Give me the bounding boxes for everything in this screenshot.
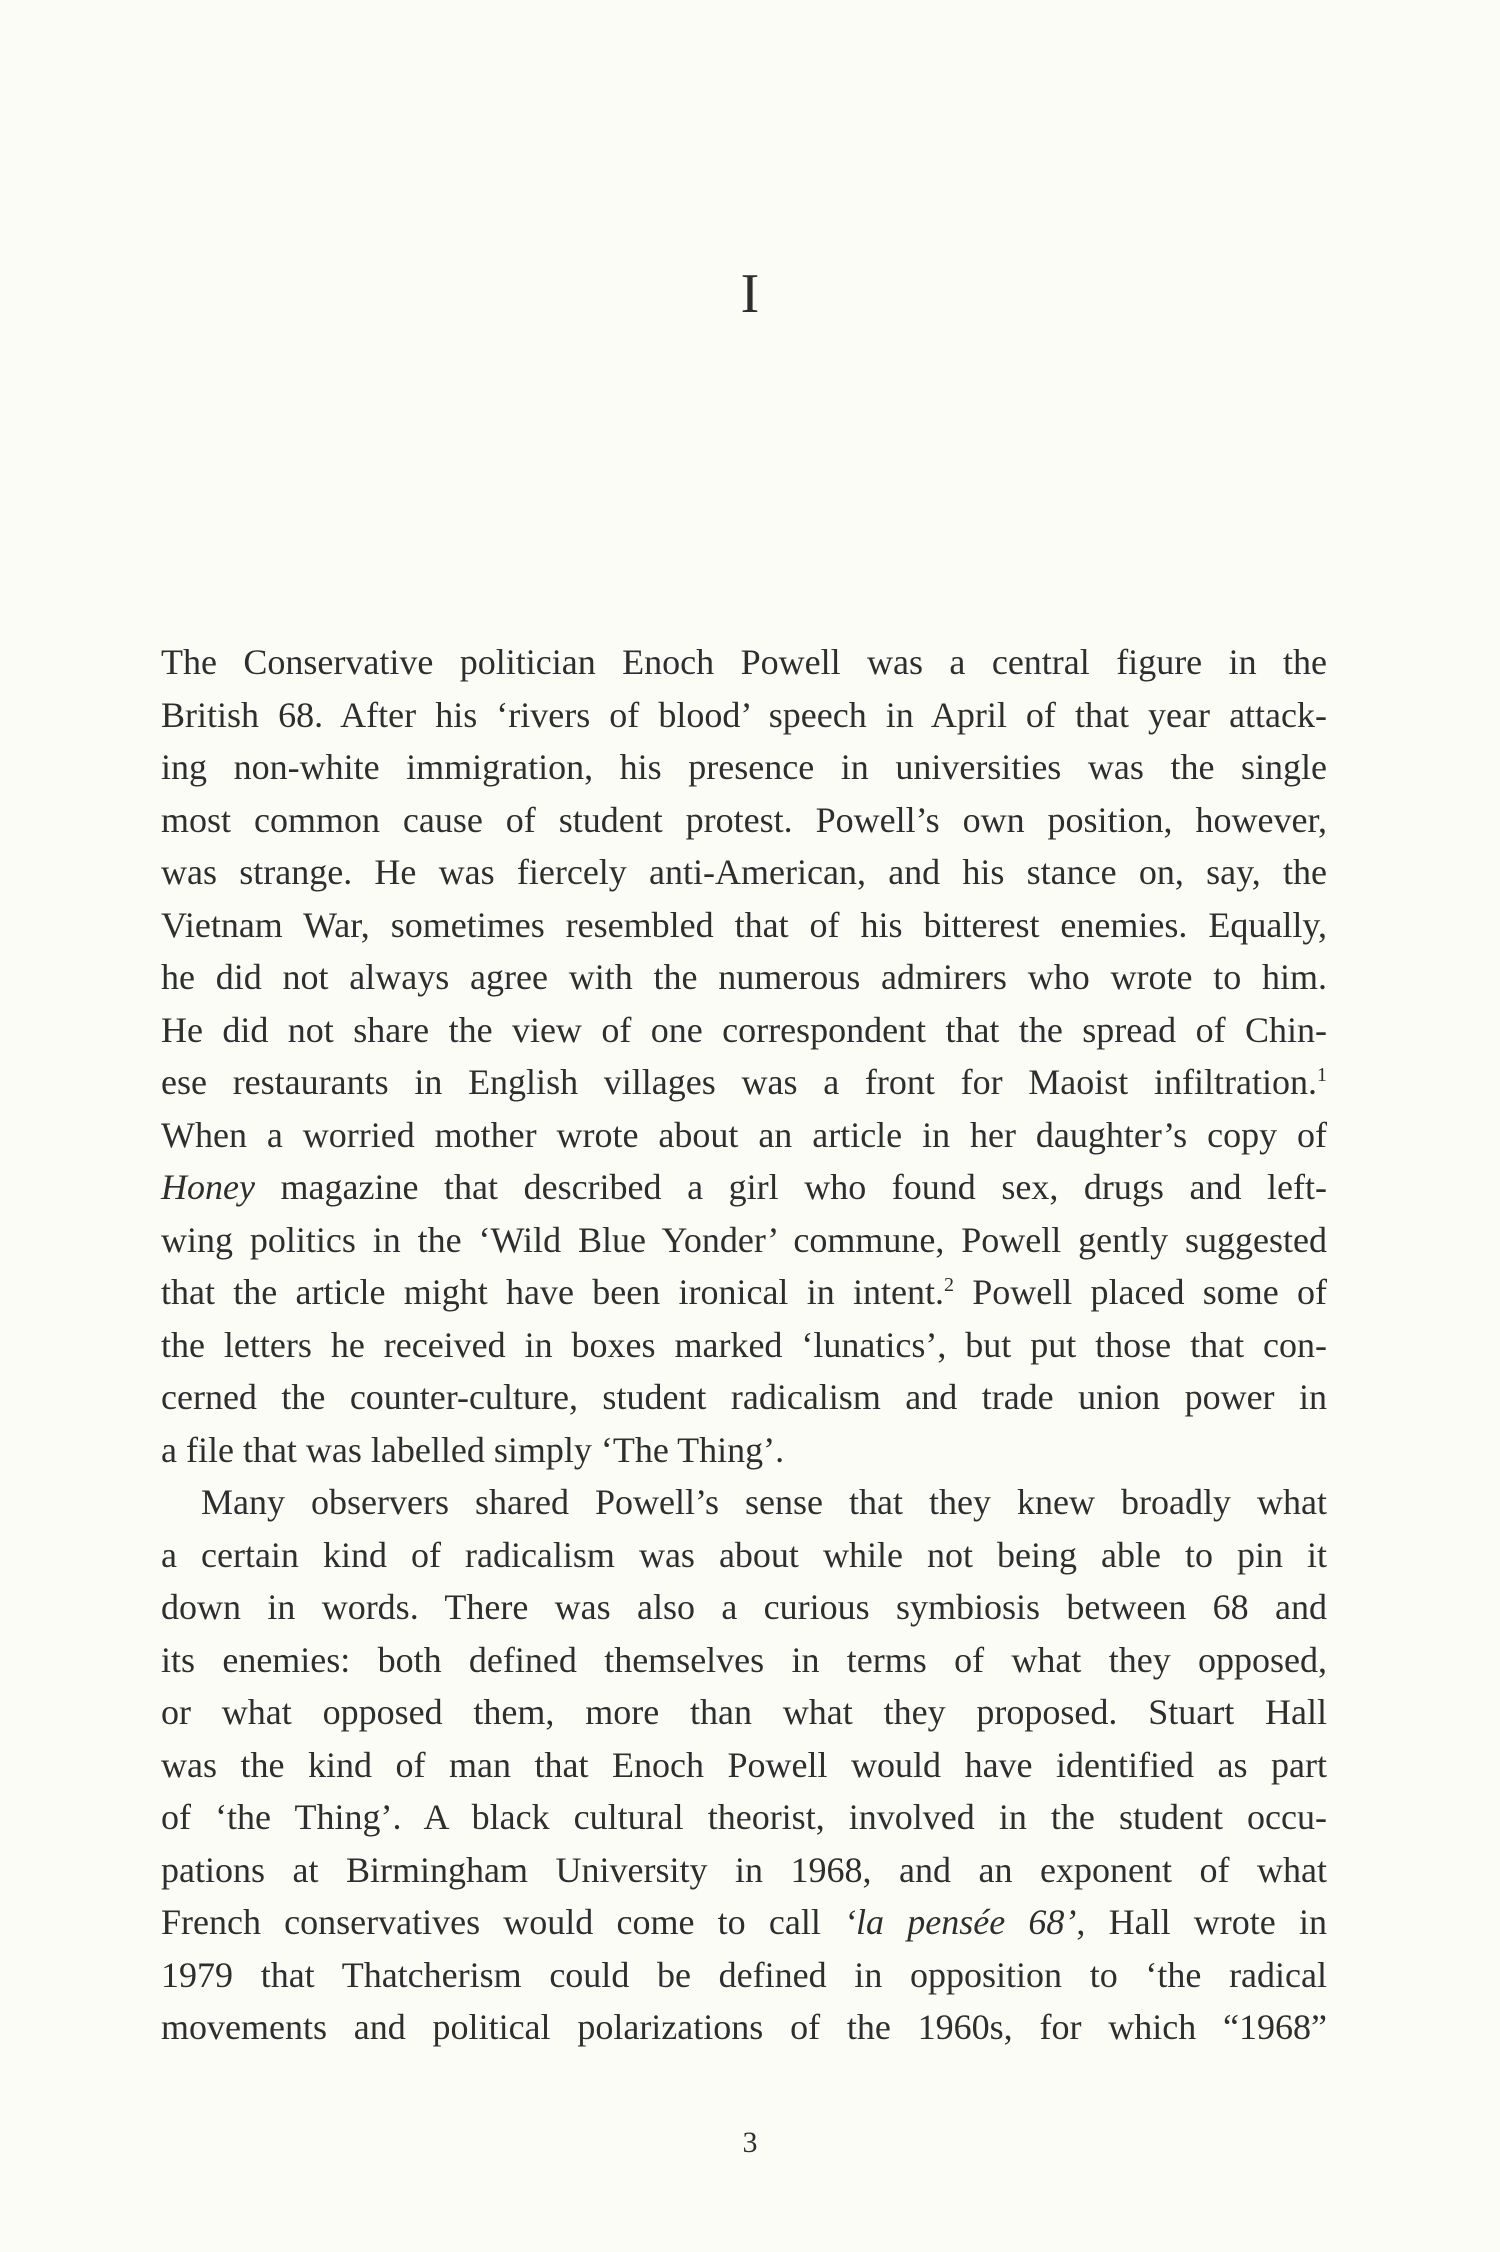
- text-segment: he did not always agree with the numerous admirers who wrote to him.: [161, 957, 1327, 997]
- text-segment: Many observers shared Powell’s sense that they knew broadly what: [201, 1482, 1327, 1522]
- text-line: [161, 1109, 1327, 1162]
- text-segment: the letters he received in boxes marked ‘lunatics’, but put those that con-: [161, 1324, 1327, 1365]
- text-segment: Powell placed some of: [953, 1272, 1327, 1312]
- text-line: [161, 1581, 1327, 1634]
- text-line: [161, 1424, 1327, 1477]
- text-line: [161, 1791, 1327, 1844]
- text-line: [161, 1844, 1327, 1897]
- footnote-marker[interactable]: 2: [943, 1274, 954, 1296]
- text-segment: Vietnam War, sometimes resembled that of his bitterest enemies. Equally,: [161, 904, 1327, 945]
- chapter-number: I: [740, 263, 760, 325]
- text-segment: was the kind of man that Enoch Powell would have identified as part: [161, 1744, 1327, 1785]
- text-line: [161, 1896, 1327, 1949]
- text-line: [161, 1739, 1327, 1792]
- text-segment: down in words. There was also a curious symbiosis between 68 and: [161, 1587, 1327, 1627]
- text-line: [161, 1214, 1327, 1267]
- text-line: [161, 794, 1327, 847]
- text-segment: He did not share the view of one correspondent that the spread of Chin-: [161, 1009, 1327, 1050]
- text-line: [161, 1056, 1327, 1109]
- text-line: [161, 1949, 1327, 2002]
- text-segment: 1979 that Thatcherism could be defined in opposition to ‘the radical: [161, 1954, 1327, 1995]
- text-segment: ese restaurants in English villages was a front for Maoist infiltration.: [161, 1062, 1317, 1102]
- text-segment: movements and political polarizations of the 1960s, for which “1968”: [161, 2007, 1327, 2047]
- text-segment: , Hall wrote in: [1076, 1902, 1327, 1942]
- text-segment: When a worried mother wrote about an article in her daughter’s copy of: [161, 1114, 1327, 1155]
- text-segment: or what opposed them, more than what they proposed. Stuart Hall: [161, 1692, 1327, 1732]
- text-segment: The Conservative politician Enoch Powell was a central figure in the: [161, 642, 1327, 682]
- italic-text: ‘la pensée 68’: [844, 1902, 1077, 1942]
- text-segment: a certain kind of radicalism was about while not being able to pin it: [161, 1534, 1327, 1575]
- body-text: [161, 636, 1327, 2054]
- text-segment: its enemies: both defined themselves in terms of what they opposed,: [161, 1639, 1327, 1680]
- text-line: [161, 689, 1327, 742]
- text-line: [161, 1686, 1327, 1739]
- text-line: [161, 1634, 1327, 1687]
- text-line: [161, 1529, 1327, 1582]
- text-segment: most common cause of student protest. Powell’s own position, however,: [161, 799, 1327, 840]
- page-number: 3: [742, 2126, 758, 2159]
- text-segment: French conservatives would come to call: [161, 1902, 845, 1942]
- text-segment: cerned the counter-culture, student radicalism and trade union power in: [161, 1377, 1327, 1417]
- text-line: [161, 1319, 1327, 1372]
- text-line: [161, 741, 1327, 794]
- italic-text: Honey: [161, 1167, 255, 1207]
- text-line: [161, 1476, 1327, 1529]
- text-line: [161, 2001, 1327, 2054]
- text-segment: a file that was labelled simply ‘The Thing’.: [161, 1429, 785, 1470]
- footnote-marker[interactable]: 1: [1317, 1064, 1327, 1086]
- text-line: [161, 1266, 1327, 1319]
- text-segment: magazine that described a girl who found sex, drugs and left-: [254, 1167, 1327, 1207]
- text-segment: British 68. After his ‘rivers of blood’ speech in April of that year attack-: [161, 694, 1327, 735]
- text-segment: wing politics in the ‘Wild Blue Yonder’ commune, Powell gently suggested: [161, 1219, 1327, 1260]
- text-segment: that the article might have been ironical in intent.: [161, 1272, 944, 1312]
- text-segment: of ‘the Thing’. A black cultural theorist, involved in the student occu-: [161, 1797, 1327, 1837]
- text-segment: pations at Birmingham University in 1968, and an exponent of what: [161, 1849, 1327, 1890]
- text-segment: ing non-white immigration, his presence in universities was the single: [161, 747, 1327, 787]
- text-line: [161, 1371, 1327, 1424]
- text-line: [161, 899, 1327, 952]
- text-line: [161, 846, 1327, 899]
- text-line: [161, 1004, 1327, 1057]
- text-line: [161, 1161, 1327, 1214]
- text-line: [161, 636, 1327, 689]
- text-segment: was strange. He was fiercely anti-American, and his stance on, say, the: [161, 852, 1327, 892]
- text-line: [161, 951, 1327, 1004]
